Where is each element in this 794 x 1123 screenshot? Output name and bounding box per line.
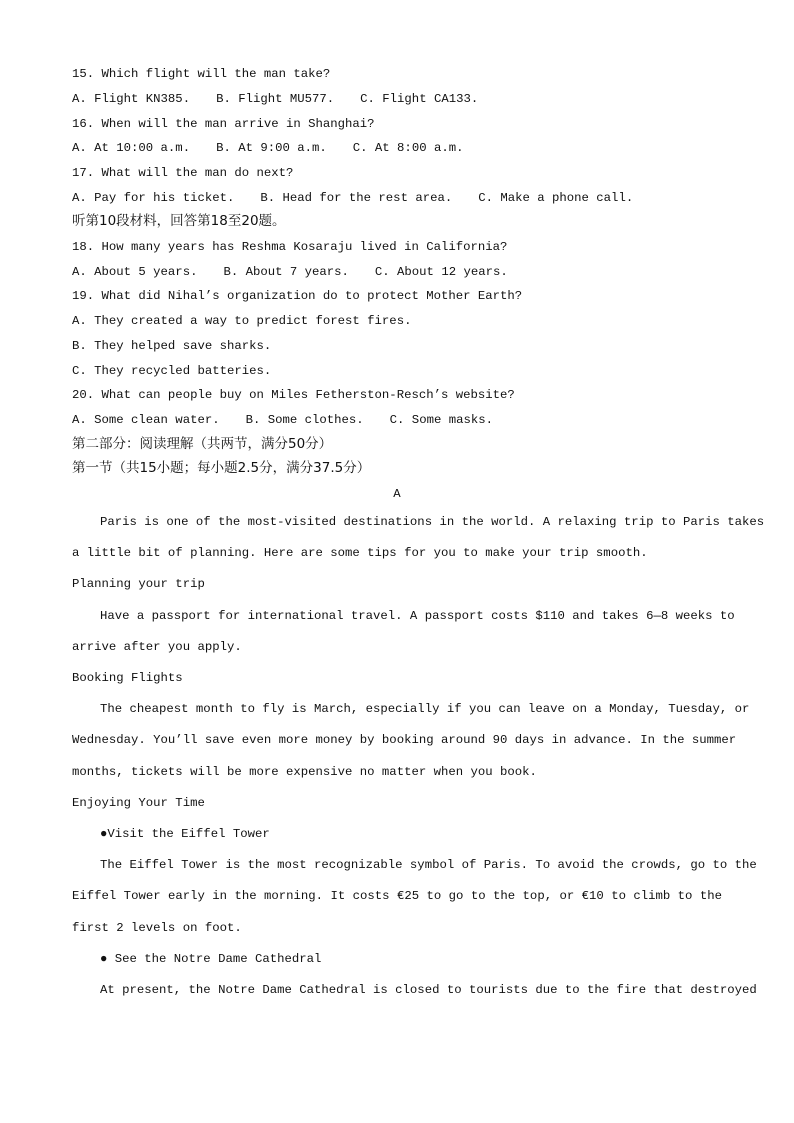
question-17: 17. What will the man do next?	[72, 166, 294, 180]
bullet-notre-dame: ● See the Notre Dame Cathedral	[100, 952, 322, 966]
section-one-title: 第一节（共15小题；每小题2.5分，满分37.5分）	[72, 460, 371, 476]
notre-dame-line-1: At present, the Notre Dame Cathedral is closed to tourists due to the fire that destroyed	[100, 983, 757, 997]
option-a: A. Flight KN385.	[72, 92, 191, 106]
eiffel-line-3: first 2 levels on foot.	[72, 921, 242, 935]
question-15: 15. Which flight will the man take?	[72, 67, 331, 81]
eiffel-line-1: The Eiffel Tower is the most recognizable symbol of Paris. To avoid the crowds, go to the	[100, 858, 757, 872]
option-a: A. At 10:00 a.m.	[72, 141, 191, 155]
intro-line-2: a little bit of planning. Here are some tips for you to make your trip smooth.	[72, 546, 648, 560]
passage-label: A	[393, 487, 401, 501]
option-c: C. Flight CA133.	[360, 92, 479, 106]
question-19: 19. What did Nihal’s organization do to protect Mother Earth?	[72, 289, 523, 303]
question-16: 16. When will the man arrive in Shanghai?	[72, 117, 375, 131]
planning-line-1: Have a passport for international travel. A passport costs $110 and takes 6—8 weeks to	[100, 609, 735, 623]
question-18: 18. How many years has Reshma Kosaraju lived in California?	[72, 240, 508, 254]
option-c: C. At 8:00 a.m.	[352, 141, 464, 155]
bullet-eiffel: ●Visit the Eiffel Tower	[100, 827, 270, 841]
option-b: B. Some clothes.	[245, 413, 364, 427]
question-15-options	[72, 91, 478, 107]
intro-line-1: Paris is one of the most-visited destinations in the world. A relaxing trip to Paris takes	[100, 515, 765, 529]
heading-enjoying: Enjoying Your Time	[72, 796, 205, 810]
question-19-option-a: A. They created a way to predict forest fires.	[72, 314, 412, 328]
instruction-material-10: 听第10段材料，回答第18至20题。	[72, 213, 286, 229]
question-17-options	[72, 190, 633, 206]
option-b: B. Head for the rest area.	[260, 191, 453, 205]
option-a: A. Pay for his ticket.	[72, 191, 235, 205]
part-two-title: 第二部分：阅读理解（共两节，满分50分）	[72, 436, 333, 452]
question-18-options	[72, 264, 508, 280]
option-b: B. About 7 years.	[223, 265, 349, 279]
question-19-option-c: C. They recycled batteries.	[72, 364, 272, 378]
option-c: C. About 12 years.	[374, 265, 508, 279]
question-20: 20. What can people buy on Miles Fetherston-Resch’s website?	[72, 388, 515, 402]
booking-line-1: The cheapest month to fly is March, especially if you can leave on a Monday, Tuesday, or	[100, 702, 750, 716]
question-16-options	[72, 140, 463, 156]
option-a: A. Some clean water.	[72, 413, 220, 427]
heading-planning: Planning your trip	[72, 577, 205, 591]
option-c: C. Make a phone call.	[478, 191, 634, 205]
option-b: B. Flight MU577.	[216, 92, 335, 106]
booking-line-2: Wednesday. You’ll save even more money by booking around 90 days in advance. In the summer	[72, 733, 737, 747]
eiffel-line-2: Eiffel Tower early in the morning. It costs €25 to go to the top, or €10 to climb to the	[72, 889, 722, 903]
planning-line-2: arrive after you apply.	[72, 640, 242, 654]
option-c: C. Some masks.	[389, 413, 493, 427]
option-a: A. About 5 years.	[72, 265, 198, 279]
question-19-option-b: B. They helped save sharks.	[72, 339, 272, 353]
booking-line-3: months, tickets will be more expensive no matter when you book.	[72, 765, 537, 779]
heading-booking: Booking Flights	[72, 671, 183, 685]
question-20-options	[72, 412, 493, 428]
option-b: B. At 9:00 a.m.	[216, 141, 327, 155]
